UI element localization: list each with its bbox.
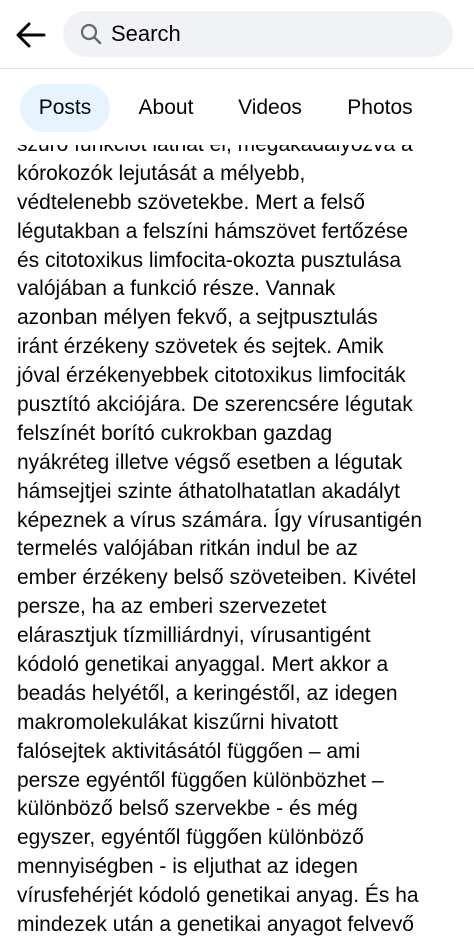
top-bar xyxy=(0,0,474,68)
post-text-line: felszínét borító cukrokban gazdag xyxy=(17,421,333,445)
post-text-line: képeznek a vírus számára. Így vírusantigén xyxy=(17,508,423,532)
post-text-line: ember érzékeny belső szöveteiben. Kivétel xyxy=(17,566,417,590)
post-text-line: jóval érzékenyebbek citotoxikus limfociták xyxy=(17,364,406,388)
post-text-line: falósejtek aktivitásától függően – ami xyxy=(17,739,361,763)
search-placeholder: Search xyxy=(111,21,181,46)
search-input[interactable] xyxy=(63,11,453,57)
tab-videos[interactable]: Videos xyxy=(238,96,302,119)
post-text-line: vírusfehérjét kódoló genetikai anyag. És ha xyxy=(17,884,419,908)
post-text-line: hámsejtjei szinte áthatolhatatlan akadályt xyxy=(17,479,400,503)
post-text-line: különböző belső szervekbe - és még xyxy=(17,797,358,821)
post-text-line: pusztító akciójára. De szerencsére légutak xyxy=(17,393,413,417)
post-text-line: mindezek után a genetikai anyagot felvevő xyxy=(17,913,414,937)
arrow-left-icon xyxy=(16,22,46,48)
search-icon xyxy=(79,22,103,46)
post-text-line: iránt érzékeny szövetek és sejtek. Amik xyxy=(17,335,384,359)
tab-photos[interactable]: Photos xyxy=(347,96,413,119)
post-text-line: nyákréteg illetve végső esetben a légutak xyxy=(17,450,403,474)
back-button[interactable] xyxy=(10,14,52,56)
post-text-line: mennyiségben - is eljuthat az idegen xyxy=(17,855,358,879)
post-text-line: és citotoxikus limfocita-okozta pusztulása xyxy=(17,248,401,272)
tab-posts[interactable]: Posts xyxy=(20,84,110,132)
post-text-line: persze, ha az emberi szervezetet xyxy=(17,595,327,619)
post-body-text xyxy=(17,131,463,940)
post-text-line: védtelenebb szövetekbe. Mert a felső xyxy=(17,190,365,214)
profile-tabs xyxy=(0,69,474,145)
post-text-line: elárasztjuk tízmilliárdnyi, vírusantigént xyxy=(17,624,371,648)
post-text-line: légutakban a felszíni hámszövet fertőzése xyxy=(17,219,409,243)
post-text-line: makromolekulákat kiszűrni hivatott xyxy=(17,710,338,734)
post-text-line: persze egyéntől függően különbözhet – xyxy=(17,768,384,792)
post-text-line: kórokozók lejutását a mélyebb, xyxy=(17,161,306,185)
post-text-line: egyszer, egyéntől függően különböző xyxy=(17,826,364,850)
post-text-line: azonban mélyen fekvő, a sejtpusztulás xyxy=(17,306,378,330)
tab-about[interactable]: About xyxy=(138,96,194,119)
post-text-line: valójában a funkció része. Vannak xyxy=(17,277,336,301)
post-text-line: beadás helyétől, a keringéstől, az idegen xyxy=(17,681,398,705)
post-text-line: kódoló genetikai anyaggal. Mert akkor a xyxy=(17,653,389,677)
post-text-line: termelés valójában ritkán indul be az xyxy=(17,537,358,561)
